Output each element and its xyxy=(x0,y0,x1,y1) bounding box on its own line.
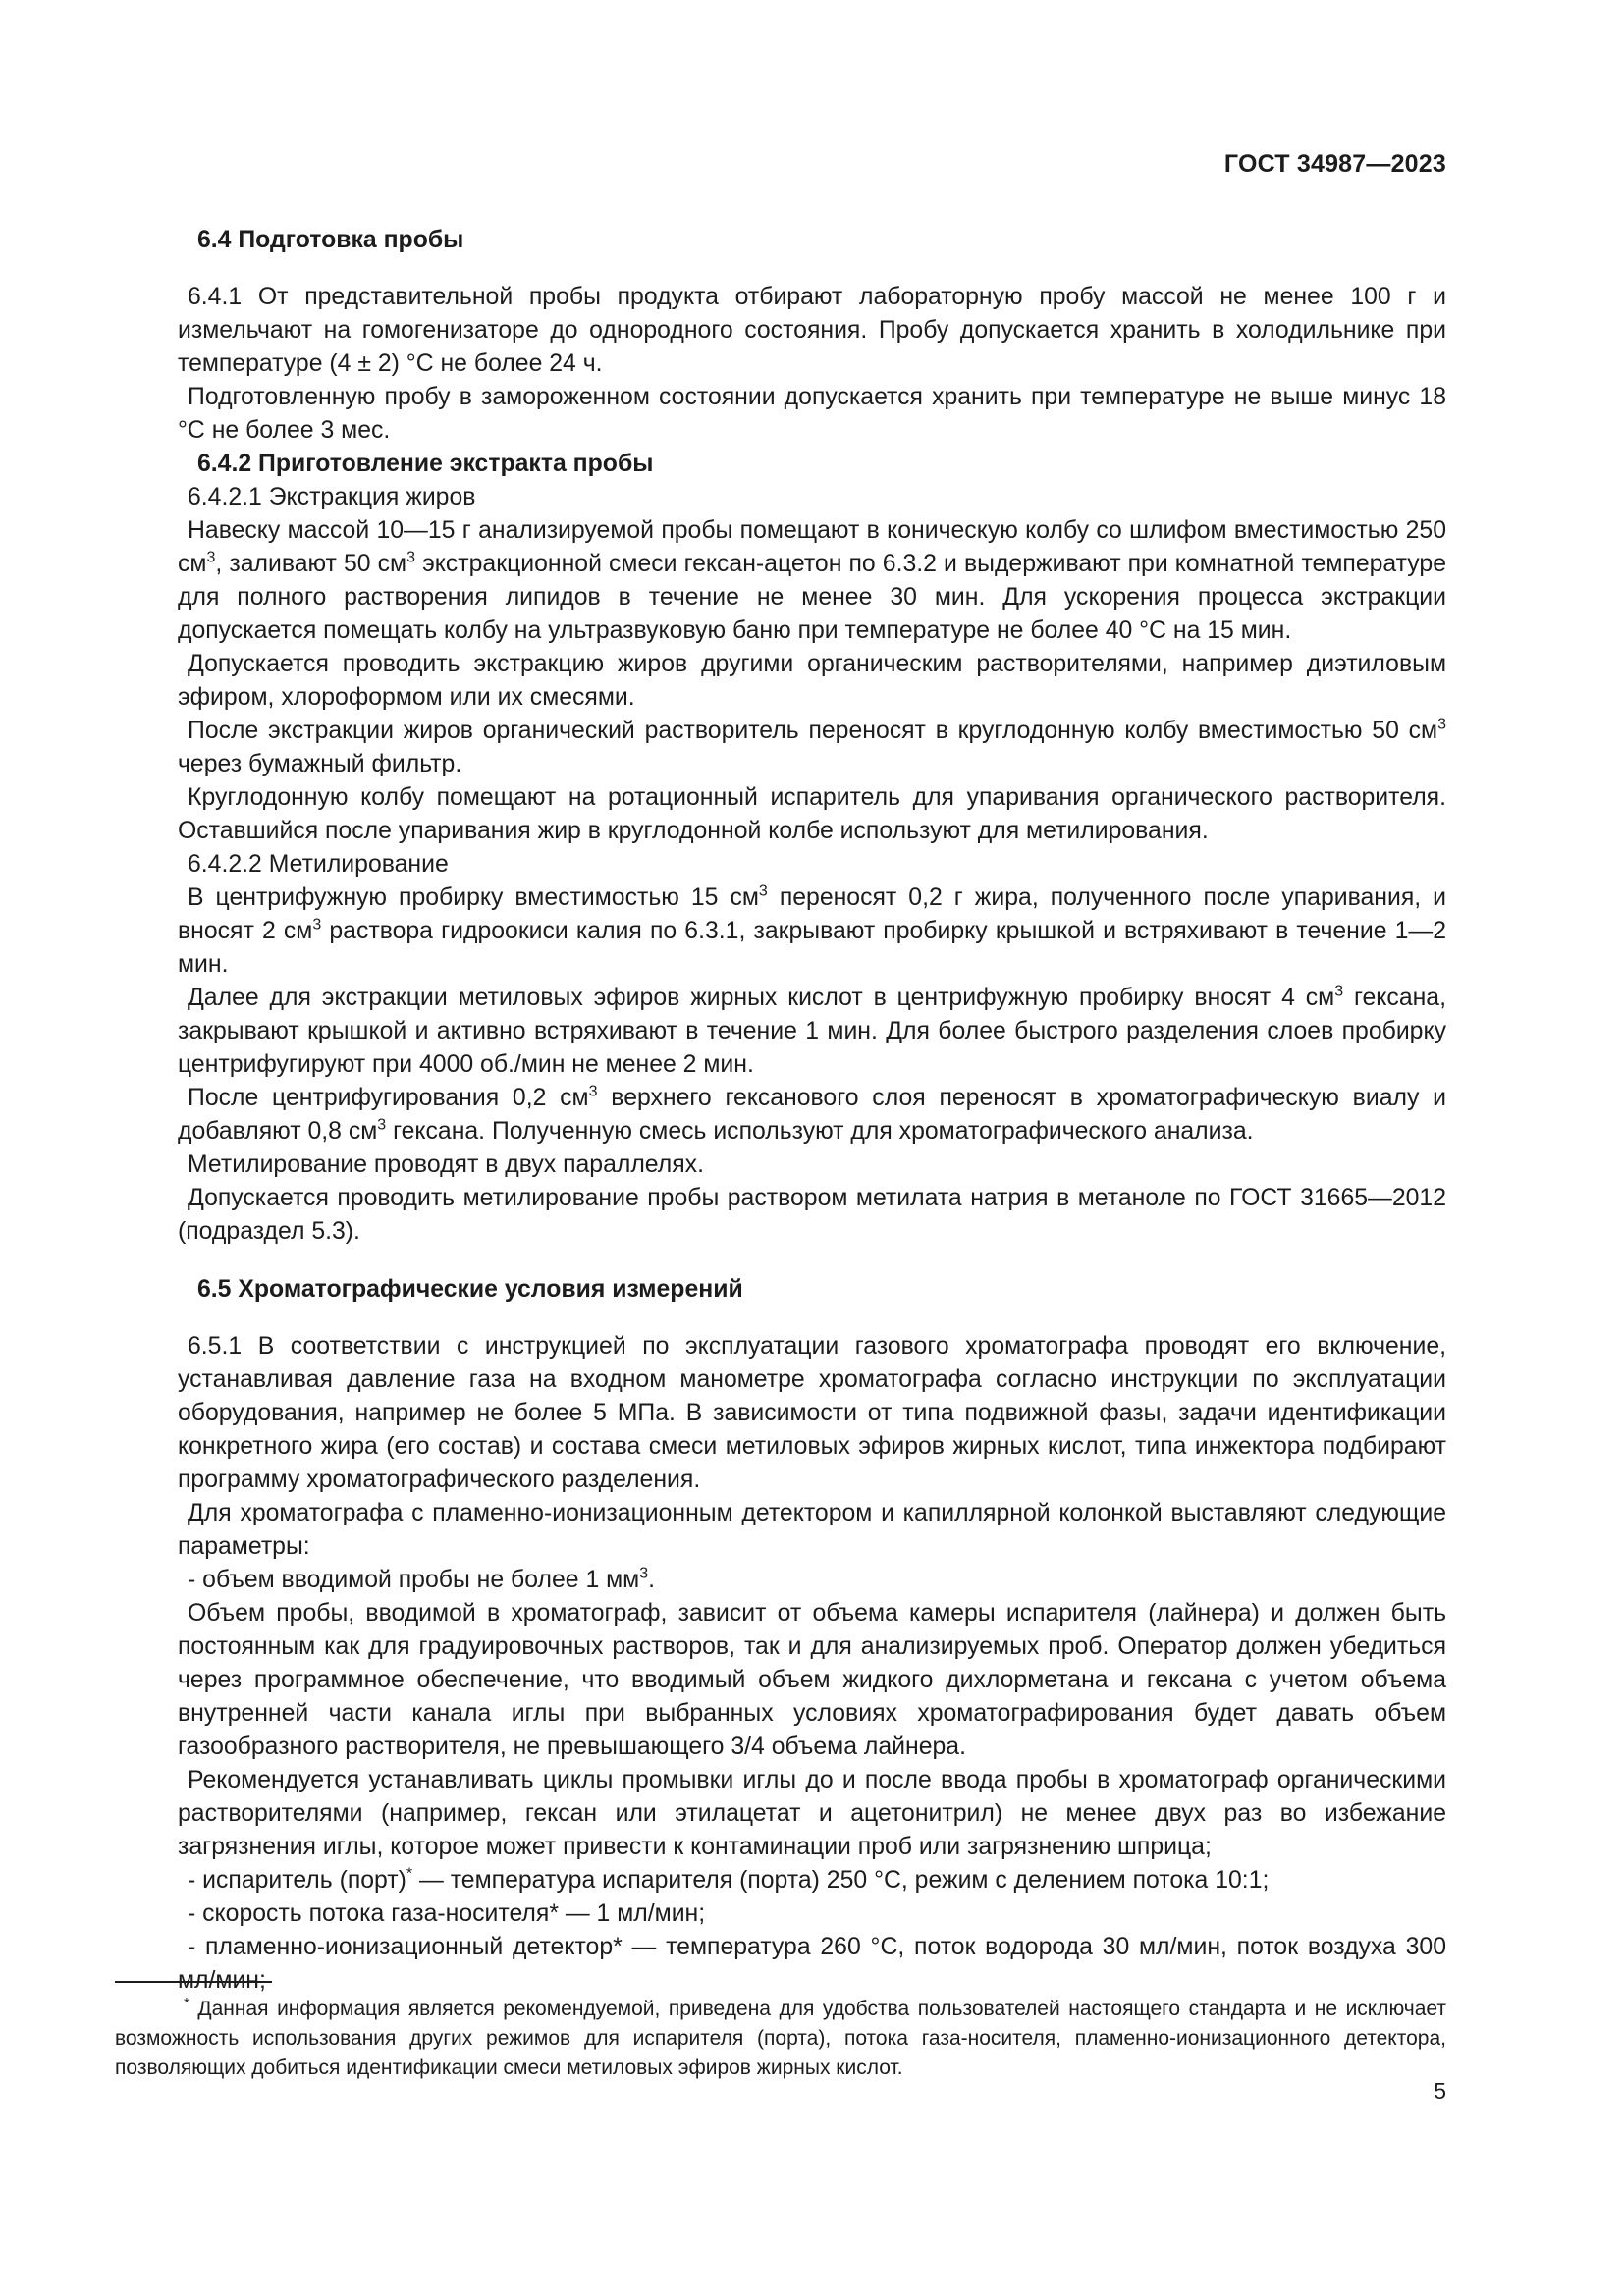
paragraph: Круглодонную колбу помещают на ротационный испаритель для упаривания органического растворителя. Оставшийся после упаривания жир в круглодонной колбе используют для метилирования. xyxy=(178,784,1446,844)
document-id-header: ГОСТ 34987—2023 xyxy=(1223,150,1446,178)
footnote-text: Данная информация является рекомендуемой, приведена для удобства пользователей настоящего стандарта и не исключает возможность использования других режимов для испарителя (порта), потока газа-носителя, пламенно-ионизационного детектора, позволяющих добиться идентификации смеси метиловых эфиров жирных кислот. xyxy=(115,1998,1446,2079)
subsection-title-6-4-2-2: 6.4.2.2 Метилирование xyxy=(188,851,449,878)
paragraph: Навеску массой 10—15 г анализируемой пробы помещают в коническую колбу со шлифом вместимостью 250 $см^3$, заливают 50 $см^3$ экстракционной смеси гексан-ацетон по 6.3.2 и выдерживают при комнатной температуре для полного растворения липидов в течение не менее 30 мин. Для ускорения процесса экстракции допускается помещать колбу на ультразвуковую баню при температуре не более 40 °С на 15 мин. xyxy=(178,517,1446,644)
paragraph: 6.4.1 От представительной пробы продукта отбирают лабораторную пробу массой не менее 100 г и измельчают на гомогенизаторе до однородного состояния. Пробу допускается хранить в холодильнике при температуре (4 ± 2) °С не более 24 ч. xyxy=(178,284,1446,377)
paragraph: В центрифужную пробирку вместимостью 15 $см^3$ переносят 0,2 г жира, полученного после упаривания, и вносят 2 $см^3$ раствора гидроокиси калия по 6.3.1, закрывают пробирку крышкой и встряхивают в течение 1—2 мин. xyxy=(178,882,1446,978)
paragraph: Далее для экстракции метиловых эфиров жирных кислот в центрифужную пробирку вносят 4 $см^3$ гексана, закрывают крышкой и активно встряхивают в течение 1 мин. Для более быстрого разделения слоев пробирку центрифугируют при 4000 об./мин не менее 2 мин. xyxy=(178,983,1446,1078)
paragraph: После экстракции жиров органический растворитель переносят в круглодонную колбу вместимостью 50 $см^3$ через бумажный фильтр. xyxy=(178,716,1446,777)
list-item: - испаритель (порт)* — температура испарителя (порта) 250 °С, режим с делением потока 10:1; xyxy=(188,1865,1270,1894)
section-title-6-4: 6.4 Подготовка пробы xyxy=(197,227,464,253)
paragraph: Объем пробы, вводимой в хроматограф, зависит от объема камеры испарителя (лайнера) и должен быть постоянным как для градуировочных растворов, так и для анализируемых проб. Оператор должен убедиться через программное обеспечение, что вводимый объем жидкого дихлорметана и гексана с учетом объема внутренней части канала иглы при выбранных условиях хроматографирования будет давать объем газообразного растворителя, не превышающего 3/4 объема лайнера. xyxy=(178,1600,1446,1760)
paragraph: Метилирование проводят в двух параллелях. xyxy=(188,1151,704,1178)
page-number: 5 xyxy=(1434,2078,1446,2104)
paragraph: Для хроматографа с пламенно-ионизационным детектором и капиллярной колонкой выставляют следующие параметры: xyxy=(178,1500,1446,1560)
document-body xyxy=(178,224,1446,1998)
subsection-title-6-4-2-1: 6.4.2.1 Экстракция жиров xyxy=(188,484,476,510)
footnote xyxy=(115,1995,1446,2083)
list-item: - пламенно-ионизационный детектор* — температура 260 °С, поток водорода 30 мл/мин, поток воздуха 300 мл/мин; xyxy=(178,1934,1446,1994)
paragraph: После центрифугирования 0,2 $см^3$ верхнего гексанового слоя переносят в хроматографическую виалу и добавляют 0,8 $см^3$ гексана. Полученную смесь используют для хроматографического анализа. xyxy=(178,1083,1446,1145)
list-item: - скорость потока газа-носителя* — 1 мл/мин; xyxy=(188,1900,706,1927)
footnote-marker: * xyxy=(184,1995,189,2011)
paragraph: Рекомендуется устанавливать циклы промывки иглы до и после ввода пробы в хроматограф органическими растворителями (например, гексан или этилацетат и ацетонитрил) не менее двух раз во избежание загрязнения иглы, которое может привести к контаминации проб или загрязнению шприца; xyxy=(178,1767,1446,1860)
subsection-title-6-4-2: 6.4.2 Приготовление экстракта пробы xyxy=(197,451,654,477)
paragraph: 6.5.1 В соответствии с инструкцией по эксплуатации газового хроматографа проводят его включение, устанавливая давление газа на входном манометре хроматографа согласно инструкции по эксплуатации оборудования, например не более 5 МПа. В зависимости от типа подвижной фазы, задачи идентификации конкретного жира (его состав) и состава смеси метиловых эфиров жирных кислот, типа инжектора подбирают программу хроматографического разделения. xyxy=(178,1333,1446,1493)
section-title-6-5: 6.5 Хроматографические условия измерений xyxy=(197,1276,743,1303)
paragraph: Подготовленную пробу в замороженном состоянии допускается хранить при температуре не выше минус 18 °С не более 3 мес. xyxy=(178,384,1446,444)
paragraph: Допускается проводить метилирование пробы раствором метилата натрия в метаноле по ГОСТ 31665—2012 (подраздел 5.3). xyxy=(178,1185,1446,1245)
list-item: - объем вводимой пробы не более 1 $мм^3$. xyxy=(188,1565,656,1593)
footnote-separator xyxy=(115,1981,272,1983)
paragraph: Допускается проводить экстракцию жиров другими органическим растворителями, например диэтиловым эфиром, хлороформом или их смесями. xyxy=(178,651,1446,711)
